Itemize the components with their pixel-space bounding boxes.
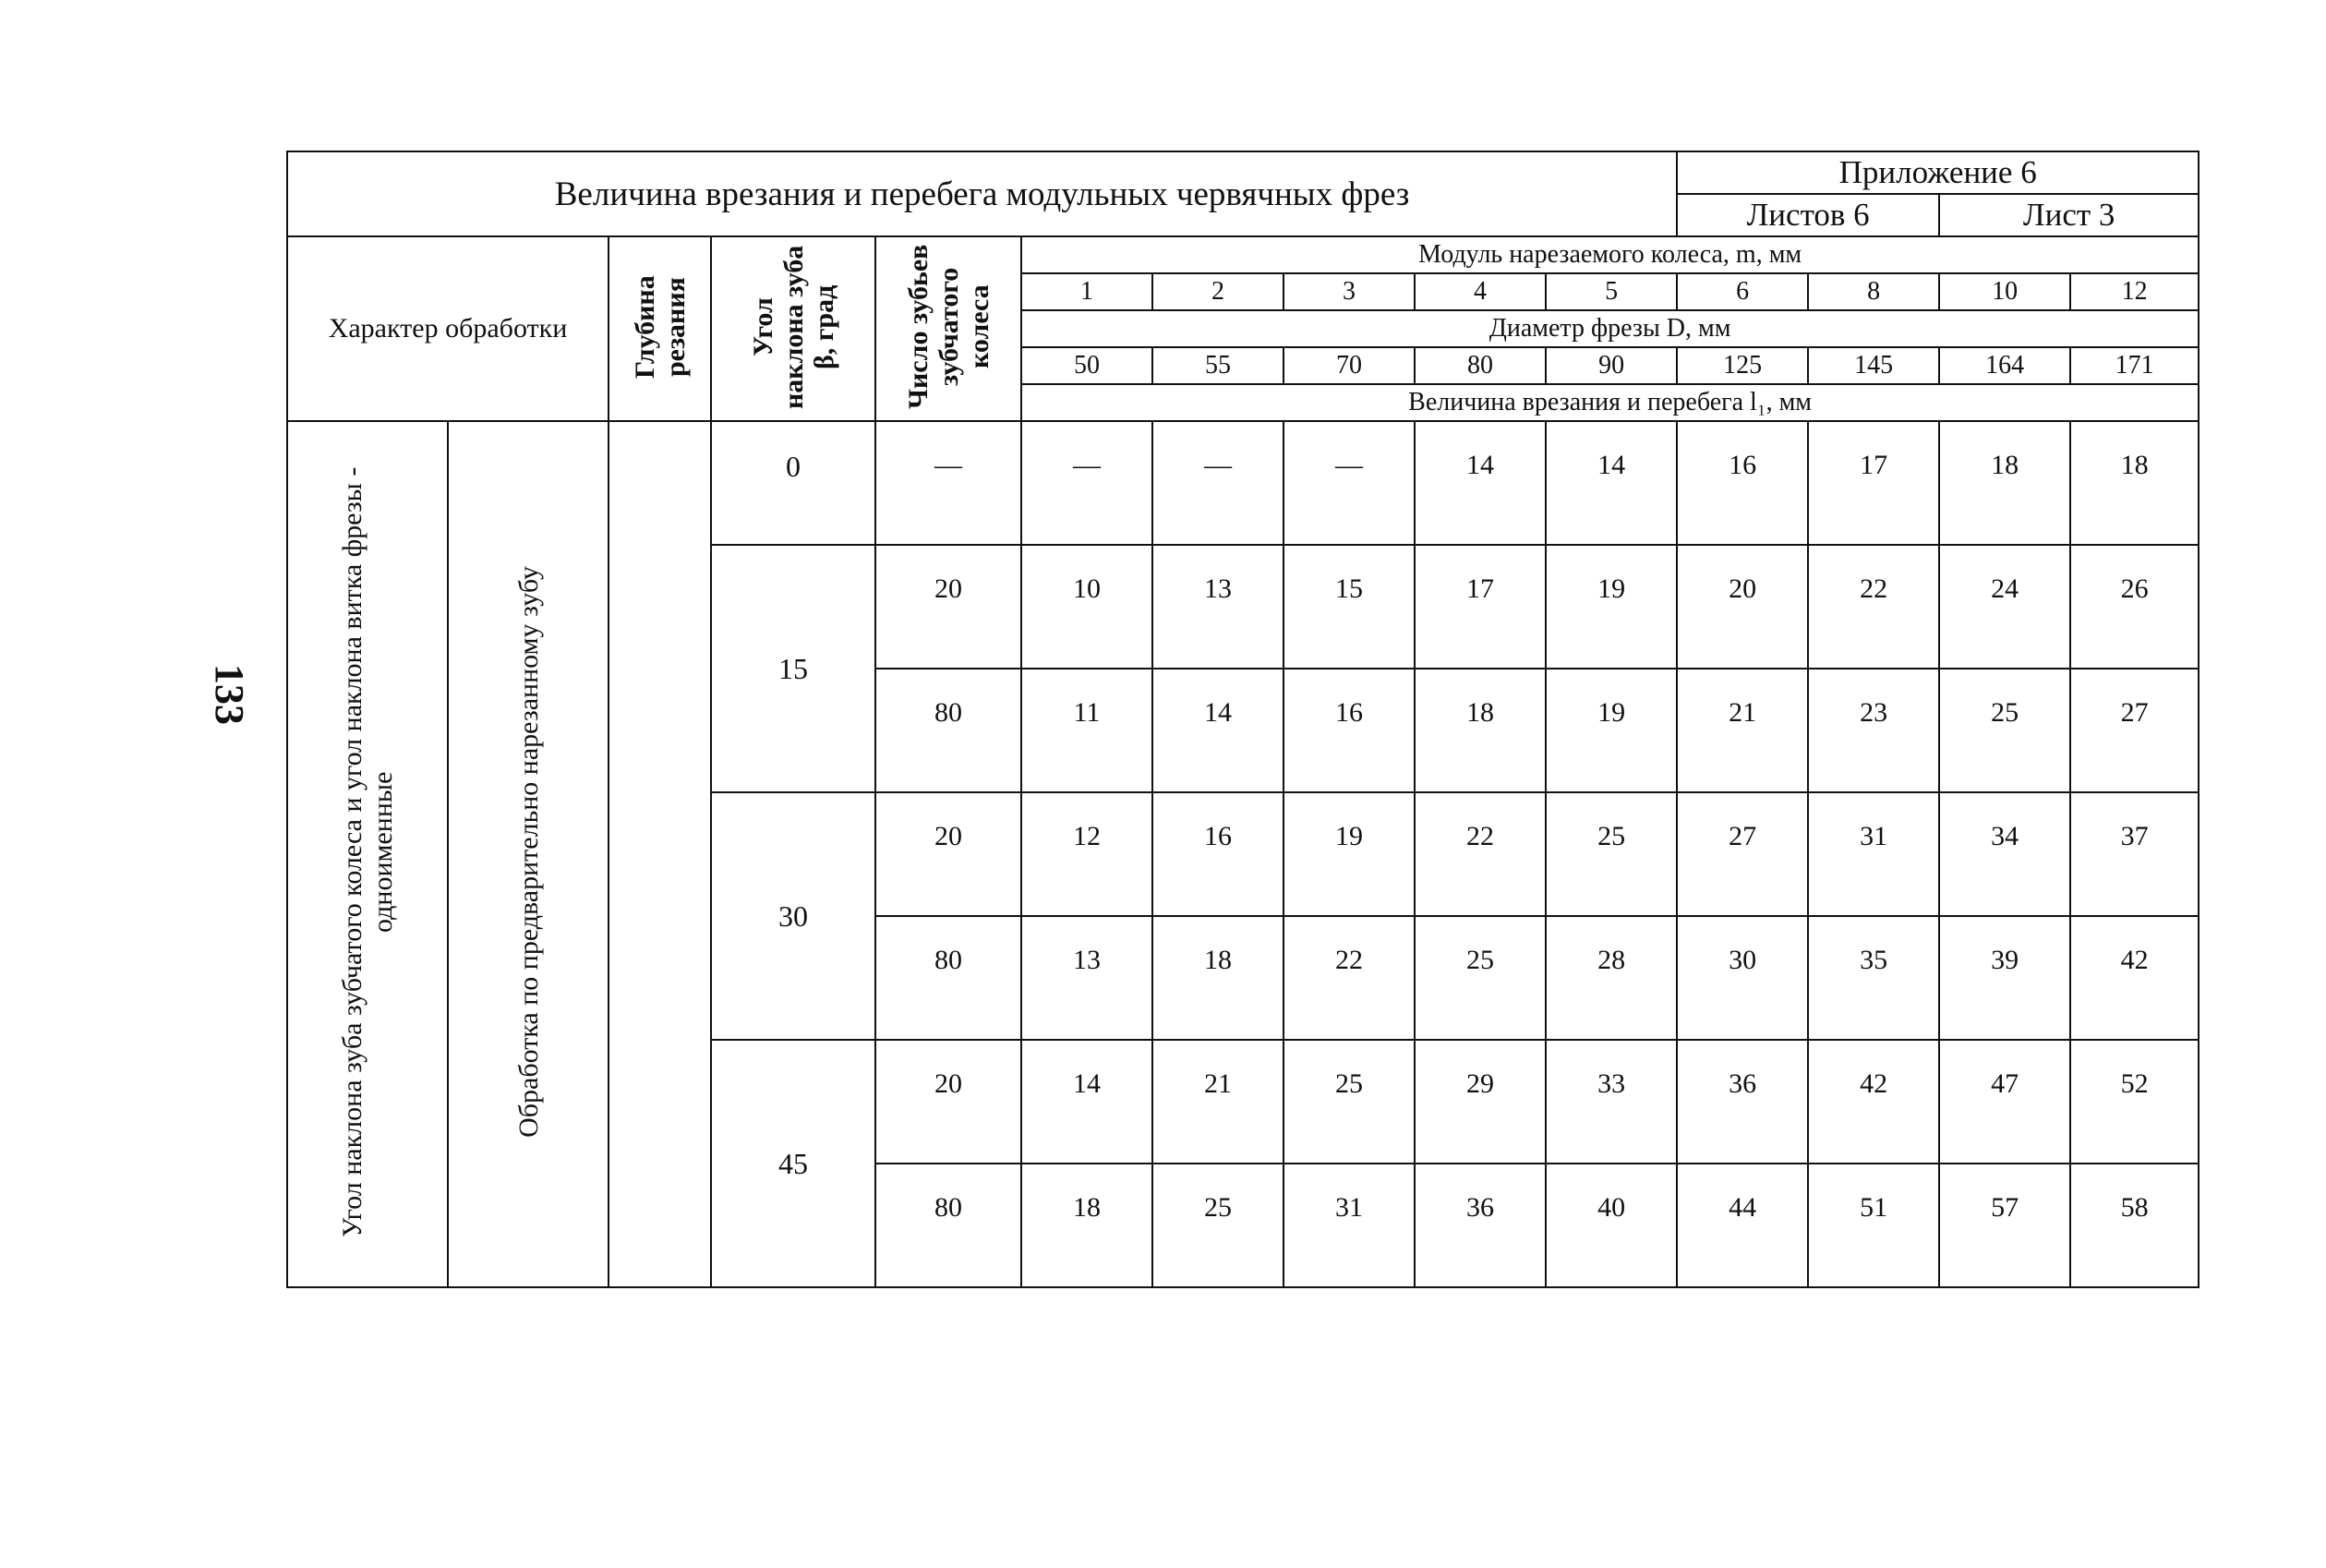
value-cell: 25 [1152,1164,1284,1287]
teeth-cell: 20 [875,545,1021,669]
diameter-header-cell: 70 [1284,347,1415,384]
module-header-cell: 5 [1546,273,1677,310]
header-depth [609,236,711,421]
value-cell: 10 [1021,545,1152,669]
diameter-header-cell: 80 [1415,347,1546,384]
header-module-title: Модуль нарезаемого колеса, m, мм [1021,236,2199,273]
value-cell: 19 [1546,669,1677,792]
value-cell: 51 [1808,1164,1939,1287]
value-cell: 28 [1546,916,1677,1040]
diameter-header-cell: 125 [1677,347,1808,384]
value-cell: 14 [1152,669,1284,792]
value-cell: 16 [1284,669,1415,792]
value-cell: 34 [1939,792,2070,916]
value-cell: 18 [1939,421,2070,545]
value-cell: 20 [1677,545,1808,669]
value-cell: 42 [1808,1040,1939,1164]
diameter-header-cell: 145 [1808,347,1939,384]
value-cell: 22 [1808,545,1939,669]
table-row [287,421,2199,545]
header-teeth [875,236,1021,421]
value-cell: 52 [2070,1040,2199,1164]
beta-cell: 30 [711,792,875,1040]
module-header-cell: 3 [1284,273,1415,310]
module-header-cell: 1 [1021,273,1152,310]
value-cell: 13 [1021,916,1152,1040]
module-header-cell: 12 [2070,273,2199,310]
teeth-cell: — [875,421,1021,545]
diameter-header-cell: 171 [2070,347,2199,384]
teeth-cell: 20 [875,1040,1021,1164]
value-cell: 18 [2070,421,2199,545]
value-cell: 11 [1021,669,1152,792]
module-header-cell: 2 [1152,273,1284,310]
value-cell: 16 [1677,421,1808,545]
value-cell: 26 [2070,545,2199,669]
value-cell: 19 [1284,792,1415,916]
value-cell: 58 [2070,1164,2199,1287]
value-cell: 37 [2070,792,2199,916]
diameter-header-cell: 50 [1021,347,1152,384]
header-teeth-text: Число зубьев зубчатого колеса [902,244,994,409]
teeth-cell: 80 [875,1164,1021,1287]
document-title: Величина врезания и перебега модульных червячных фрез [287,151,1677,236]
beta-cell: 15 [711,545,875,792]
value-cell: 25 [1284,1040,1415,1164]
value-cell: 18 [1021,1164,1152,1287]
beta-cell: 0 [711,421,875,545]
data-table [286,151,2199,1288]
sheet-current: Лист 3 [1939,194,2199,236]
value-cell: 33 [1546,1040,1677,1164]
value-cell: 27 [2070,669,2199,792]
appendix-label: Приложение 6 [1677,151,2199,194]
value-cell: 25 [1939,669,2070,792]
beta-cell: 45 [711,1040,875,1287]
value-cell: 35 [1808,916,1939,1040]
diameter-header-cell: 164 [1939,347,2070,384]
value-cell: 22 [1284,916,1415,1040]
value-cell: 36 [1415,1164,1546,1287]
module-header-cell: 10 [1939,273,2070,310]
value-cell: — [1152,421,1284,545]
value-cell: 17 [1415,545,1546,669]
value-cell: 13 [1152,545,1284,669]
value-cell: 40 [1546,1164,1677,1287]
value-cell: 12 [1021,792,1152,916]
value-cell: 36 [1677,1040,1808,1164]
value-cell: 22 [1415,792,1546,916]
value-cell: 30 [1677,916,1808,1040]
value-cell: 31 [1284,1164,1415,1287]
diameter-header-cell: 55 [1152,347,1284,384]
teeth-cell: 20 [875,792,1021,916]
value-cell: 21 [1152,1040,1284,1164]
diameter-header-cell: 90 [1546,347,1677,384]
value-cell: — [1284,421,1415,545]
value-cell: 39 [1939,916,2070,1040]
value-cell: 21 [1677,669,1808,792]
header-angle [711,236,875,421]
value-cell: — [1021,421,1152,545]
page-number: 133 [207,664,252,725]
teeth-cell: 80 [875,916,1021,1040]
value-cell: 16 [1152,792,1284,916]
header-diameter-title: Диаметр фрезы D, мм [1021,310,2199,347]
value-cell: 18 [1415,669,1546,792]
depth-cell [609,421,711,1287]
value-cell: 57 [1939,1164,2070,1287]
module-header-cell: 8 [1808,273,1939,310]
header-character: Характер обработки [287,236,609,421]
value-cell: 17 [1808,421,1939,545]
value-cell: 18 [1152,916,1284,1040]
value-cell: 23 [1808,669,1939,792]
value-cell: 47 [1939,1040,2070,1164]
module-header-cell: 6 [1677,273,1808,310]
header-value-title: Величина врезания и перебега l₁, мм [1021,384,2199,421]
value-cell: 19 [1546,545,1677,669]
header-angle-text: Угол наклона зуба β, град [747,244,839,409]
header-depth-text: Глубина резания [629,274,691,379]
value-cell: 24 [1939,545,2070,669]
value-cell: 25 [1546,792,1677,916]
value-cell: 25 [1415,916,1546,1040]
module-header-cell: 4 [1415,273,1546,310]
sheets-total: Листов 6 [1677,194,1939,236]
left-label-col1 [287,421,448,1287]
value-cell: 44 [1677,1164,1808,1287]
left-label-col1-text: Угол наклона зуба зубчатого колеса и угол наклона витка фрезы - одноименные [337,466,398,1237]
teeth-cell: 80 [875,669,1021,792]
value-cell: 29 [1415,1040,1546,1164]
left-label-col2-text: Обработка по предварительно нарезанному зубу [512,566,544,1138]
value-cell: 14 [1415,421,1546,545]
value-cell: 14 [1546,421,1677,545]
left-label-col2 [448,421,609,1287]
value-cell: 15 [1284,545,1415,669]
value-cell: 31 [1808,792,1939,916]
value-cell: 27 [1677,792,1808,916]
value-cell: 42 [2070,916,2199,1040]
value-cell: 14 [1021,1040,1152,1164]
